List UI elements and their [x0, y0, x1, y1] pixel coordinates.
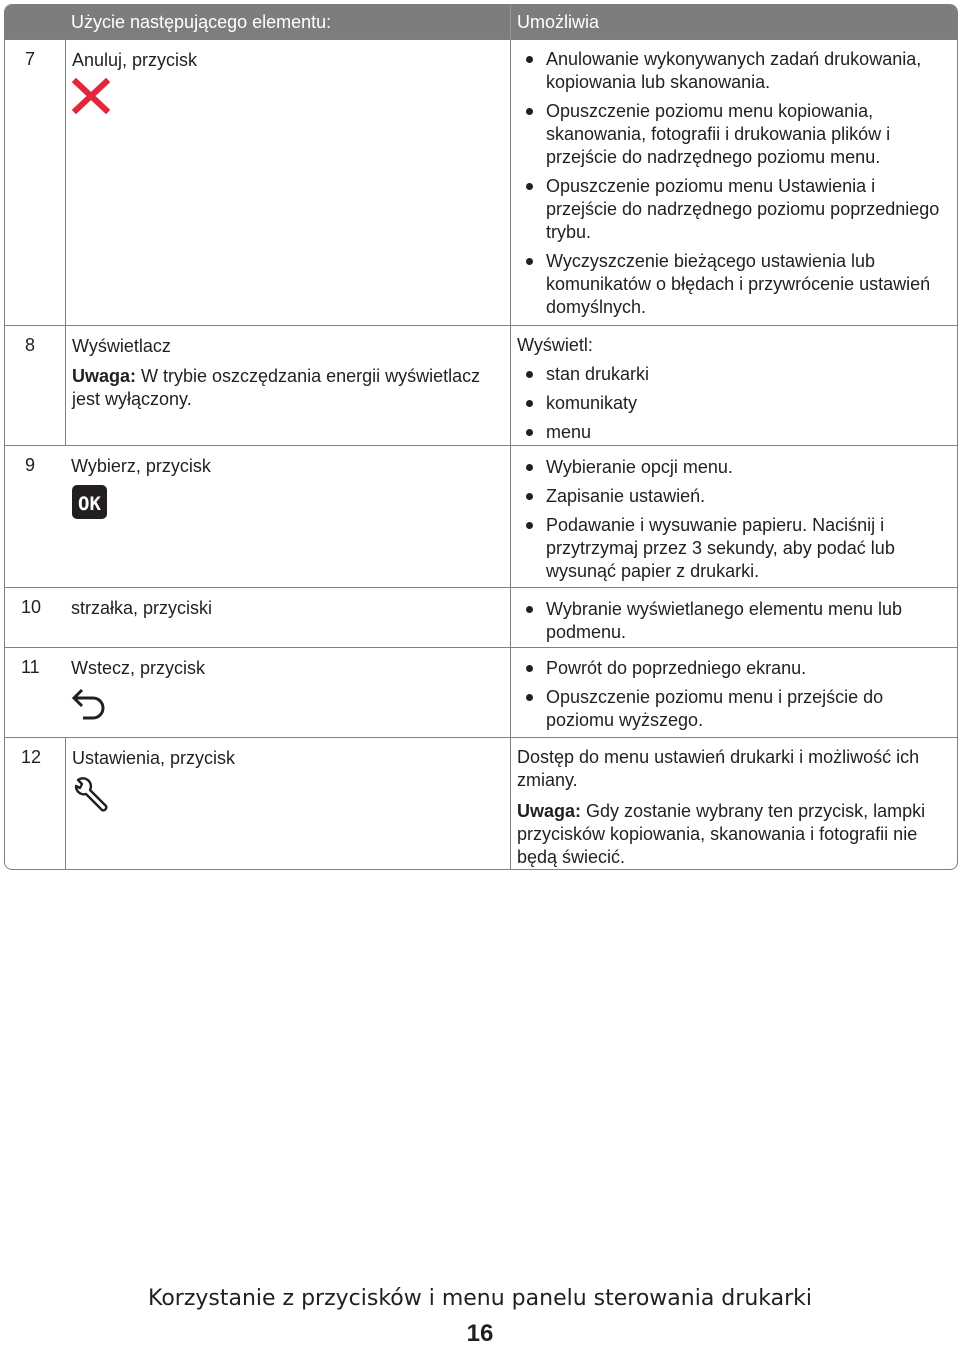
list-item: stan drukarki [517, 363, 951, 386]
element-cell [65, 40, 510, 325]
list-item: Wybranie wyświetlanego elementu menu lub podmenu. [517, 598, 951, 644]
table-header [5, 5, 957, 39]
list-item: komunikaty [517, 392, 951, 415]
allows-cell [510, 40, 957, 325]
element-name: Wstecz, przycisk [71, 658, 206, 678]
row-number: 7 [25, 49, 36, 69]
note [517, 800, 951, 869]
table-row [5, 647, 957, 737]
list-item: Wybieranie opcji menu. [517, 456, 951, 479]
list-item: Zapisanie ustawień. [517, 485, 951, 508]
element-name: Wybierz, przycisk [71, 456, 211, 476]
list-item: Opuszczenie poziomu menu i przejście do poziomu wyższego. [517, 686, 951, 732]
note-label: Uwaga: [517, 801, 582, 821]
allows-list [517, 363, 951, 444]
header-element: Użycie następującego elementu: [71, 12, 332, 32]
list-item: menu [517, 421, 951, 444]
note-text: W trybie oszczędzania energii wyświetlacz jest wyłączony. [72, 366, 481, 409]
row-number: 10 [21, 597, 42, 617]
ok-icon-label: OK [78, 493, 101, 515]
allows-cell [510, 588, 957, 647]
header-num-cell [5, 5, 65, 39]
allows-cell [510, 446, 957, 587]
list-item: Opuszczenie poziomu menu kopiowania, skanowania, fotografii i drukowania plików i przejście do nadrzędnego poziomu menu. [517, 100, 951, 169]
element-name: Ustawienia, przycisk [72, 748, 236, 768]
table-row [5, 445, 957, 587]
list-item: Wyczyszczenie bieżącego ustawienia lub komunikatów o błędach i przywrócenie ustawień domyślnych. [517, 250, 951, 319]
footer-title: Korzystanie z przycisków i menu panelu sterowania drukarki [147, 1286, 812, 1311]
row-number: 12 [21, 747, 42, 767]
wrench-icon [72, 776, 112, 816]
allows-list [517, 657, 951, 732]
note-text: Gdy zostanie wybrany ten przycisk, lampki przycisków kopiowania, skanowania i fotografii nie będą świecić. [517, 801, 926, 867]
ok-button-icon [71, 484, 109, 520]
buttons-table [4, 4, 958, 870]
table-row [5, 587, 957, 647]
back-arrow-icon [71, 686, 111, 722]
allows-list [517, 456, 951, 583]
table-row [5, 737, 957, 869]
list-item: Powrót do poprzedniego ekranu. [517, 657, 951, 680]
description-text: Dostęp do menu ustawień drukarki i możliwość ich zmiany. [517, 747, 920, 790]
list-item: Anulowanie wykonywanych zadań drukowania, kopiowania lub skanowania. [517, 48, 951, 94]
element-cell [65, 588, 510, 647]
list-item: Podawanie i wysuwanie papieru. Naciśnij i przytrzymaj przez 3 sekundy, aby podać lub wysunąć papier z drukarki. [517, 514, 951, 583]
note-label: Uwaga: [72, 366, 137, 386]
element-cell [65, 648, 510, 737]
row-number: 9 [25, 455, 36, 475]
allows-list [517, 48, 951, 319]
element-name: Anuluj, przycisk [72, 50, 198, 70]
table-row [5, 39, 957, 325]
element-cell [65, 326, 510, 445]
allows-list [517, 598, 951, 644]
allows-cell [510, 648, 957, 737]
element-name: Wyświetlacz [72, 336, 171, 356]
element-name: strzałka, przyciski [71, 598, 213, 618]
allows-cell [510, 326, 957, 445]
allows-cell [510, 738, 957, 869]
cancel-x-icon [72, 78, 112, 114]
element-cell [65, 738, 510, 869]
element-cell [65, 446, 510, 587]
table-row [5, 325, 957, 445]
list-item: Opuszczenie poziomu menu Ustawienia i przejście do nadrzędnego poziomu poprzedniego trybu. [517, 175, 951, 244]
page-number: 16 [466, 1320, 494, 1347]
row-number: 11 [21, 657, 40, 677]
header-allows: Umożliwia [510, 5, 957, 39]
lead-text: Wyświetl: [517, 335, 593, 355]
note [72, 365, 504, 411]
row-number: 8 [25, 335, 36, 355]
